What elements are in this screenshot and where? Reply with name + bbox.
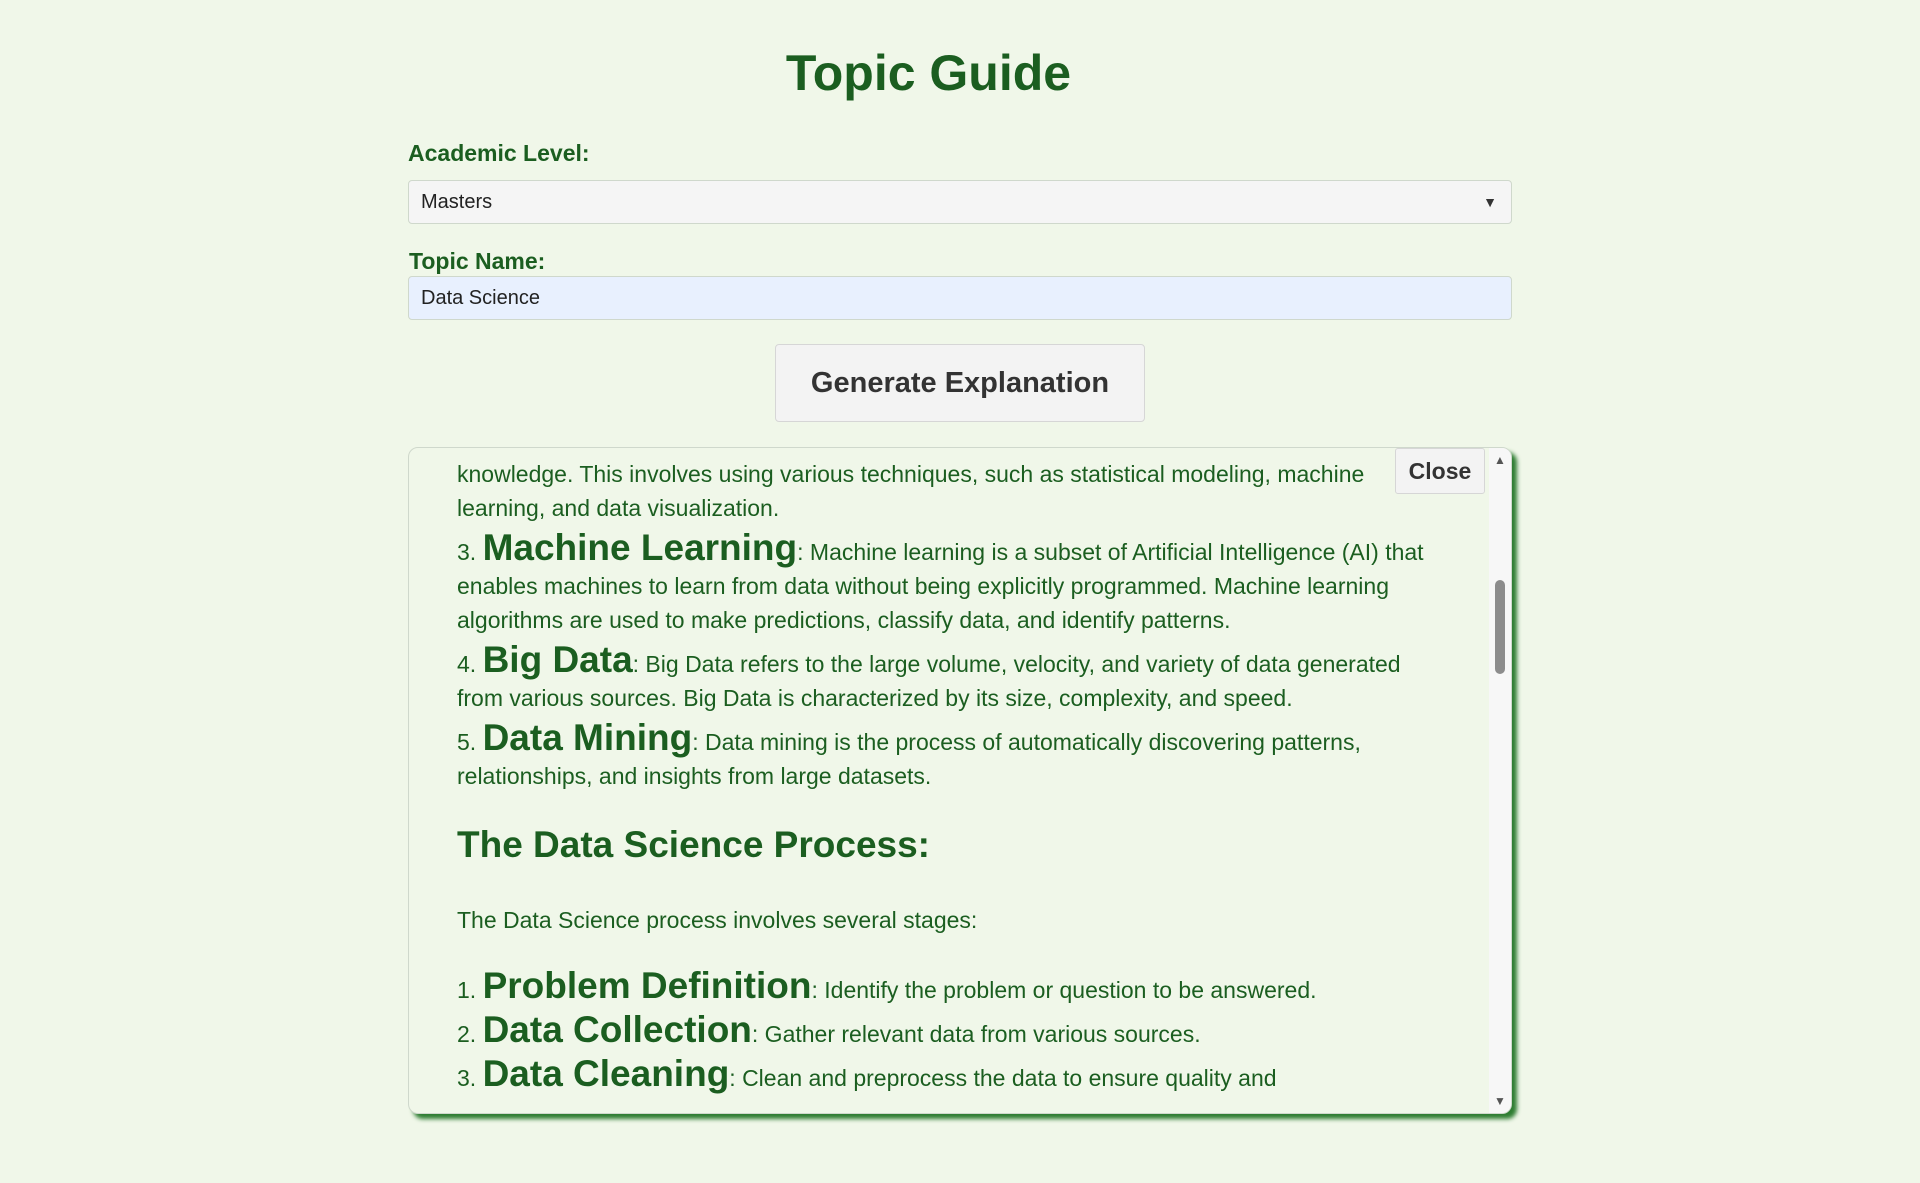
topic-name-input[interactable] [408,276,1512,320]
explanation-content[interactable] [457,448,1443,1095]
concept-list [457,525,1443,793]
scroll-down-arrow-icon[interactable]: ▼ [1494,1094,1506,1108]
list-desc: : Big Data refers to the large volume, velocity, and variety of data generated from various sources. Big Data is characterized by its size, complexity, and speed. [457,651,1401,711]
list-item [457,1007,1443,1051]
list-item [457,715,1443,793]
list-number: 3. [457,1065,477,1091]
list-desc: : Machine learning is a subset of Artificial Intelligence (AI) that enables machines to learn from data without being explicitly programmed. Machine learning algorithms are used to make predictions, classify data, and identify patterns. [457,539,1424,633]
explanation-panel [408,447,1512,1114]
list-desc: : Clean and preprocess the data to ensure quality and [729,1065,1277,1091]
scroll-up-arrow-icon[interactable]: ▲ [1494,453,1506,467]
scrollbar-thumb[interactable] [1495,580,1505,674]
chevron-down-icon: ▼ [1483,194,1497,210]
list-desc: : Data mining is the process of automatically discovering patterns, relationships, and insights from large datasets. [457,729,1361,789]
academic-level-label: Academic Level: [408,140,590,166]
list-number: 5. [457,729,477,755]
list-item [457,1051,1443,1095]
list-item [457,963,1443,1007]
list-desc: : Identify the problem or question to be answered. [811,977,1317,1003]
list-term: Big Data [482,639,633,680]
topic-name-value: Data Science [421,287,540,309]
list-number: 4. [457,651,477,677]
list-number: 1. [457,977,477,1003]
close-button[interactable]: Close [1395,448,1485,494]
list-term: Problem Definition [482,965,812,1006]
academic-level-select[interactable] [408,180,1512,224]
scrollbar[interactable] [1489,448,1511,1113]
process-intro: The Data Science process involves several stages: [457,907,978,933]
list-item [457,637,1443,715]
list-item [457,525,1443,637]
list-term: Data Collection [482,1009,752,1050]
generate-explanation-button[interactable]: Generate Explanation [775,344,1145,422]
intro-fragment: knowledge. This involves using various techniques, such as statistical modeling, machine learning, and data visualization. [457,461,1365,521]
topic-name-label: Topic Name: [409,248,546,274]
academic-level-value: Masters [421,191,493,213]
list-term: Data Cleaning [482,1053,730,1094]
list-term: Machine Learning [482,527,798,568]
list-desc: : Gather relevant data from various sources. [751,1021,1201,1047]
page-title: Topic Guide [785,45,1072,101]
list-number: 2. [457,1021,477,1047]
stage-list [457,963,1443,1095]
list-term: Data Mining [482,717,693,758]
process-heading: The Data Science Process: [457,824,930,865]
list-number: 3. [457,539,477,565]
